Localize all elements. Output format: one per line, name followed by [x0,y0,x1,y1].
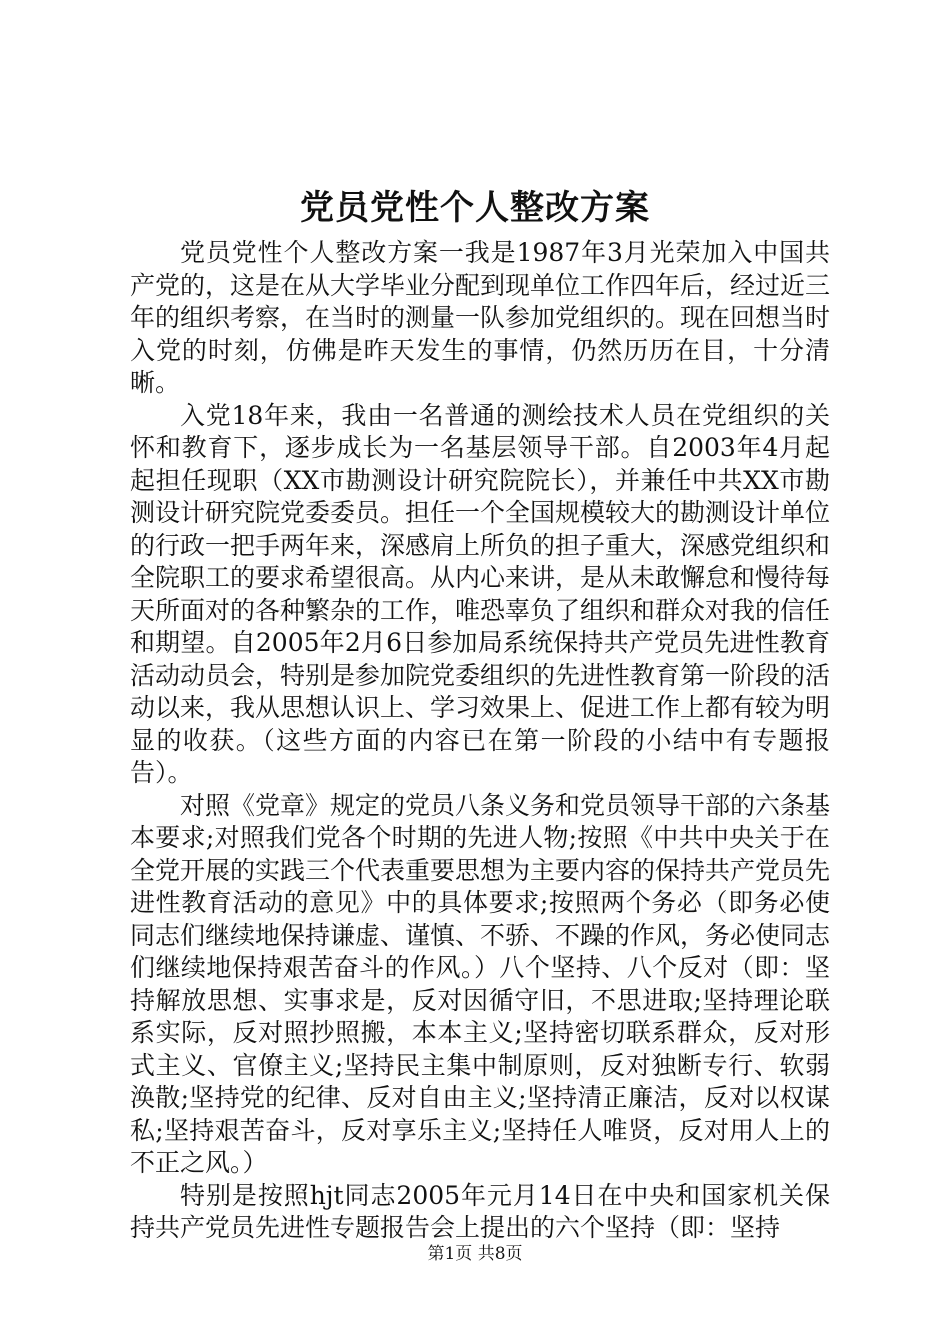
page-number-footer: 第1页 共8页 [427,1244,523,1264]
paragraph-1: 党员党性个人整改方案一我是1987年3月光荣加入中国共产党的，这是在从大学毕业分配到现单位工作四年后，经过近三年的组织考察，在当时的测量一队参加党组织的。现在回想当时入党的时刻，仿佛是昨天发生的事情，仍然历历在目，十分清晰。 [130,238,831,397]
paragraph-4: 特别是按照hjt同志2005年元月14日在中央和国家机关保持共产党员先进性专题报告会上提出的六个坚持（即：坚持 [130,1180,830,1242]
paragraph-3: 对照《党章》规定的党员八条义务和党员领导干部的六条基本要求;对照我们党各个时期的先进人物;按照《中共中央关于在全党开展的实践三个代表重要思想为主要内容的保持共产党员先进性教育活动的意见》中的具体要求;按照两个务必（即务必使同志们继续地保持谦虚、谨慎、不骄、不躁的作风，务必使同志们继续地保持艰苦奋斗的作风。）八个坚持、八个反对（即：坚持解放思想、实事求是，反对因循守旧，不思进取;坚持理论联系实际，反对照抄照搬，本本主义;坚持密切联系群众，反对形式主义、官僚主义;坚持民主集中制原则，反对独断专行、软弱涣散;坚持党的纪律、反对自由主义;坚持清正廉洁，反对以权谋私;坚持艰苦奋斗，反对享乐主义;坚持任人唯贤，反对用人上的不正之风。） [130,790,831,1177]
document-title: 党员党性个人整改方案 [300,188,650,228]
document-body [130,237,830,1245]
paragraph-2: 入党18年来，我由一名普通的测绘技术人员在党组织的关怀和教育下，逐步成长为一名基层领导干部。自2003年4月起起担任现职（XX市勘测设计研究院院长），并兼任中共XX市勘测设计研究院党委委员。担任一个全国规模较大的勘测设计单位的行政一把手两年来，深感肩上所负的担子重大，深感党组织和全院职工的要求希望很高。从内心来讲，是从未敢懈怠和慢待每天所面对的各种繁杂的工作，唯恐辜负了组织和群众对我的信任和期望。自2005年2月6日参加局系统保持共产党员先进性教育活动动员会，特别是参加院党委组织的先进性教育第一阶段的活动以来，我从思想认识上、学习效果上、促进工作上都有较为明显的收获。（这些方面的内容已在第一阶段的小结中有专题报告）。 [130,400,831,787]
